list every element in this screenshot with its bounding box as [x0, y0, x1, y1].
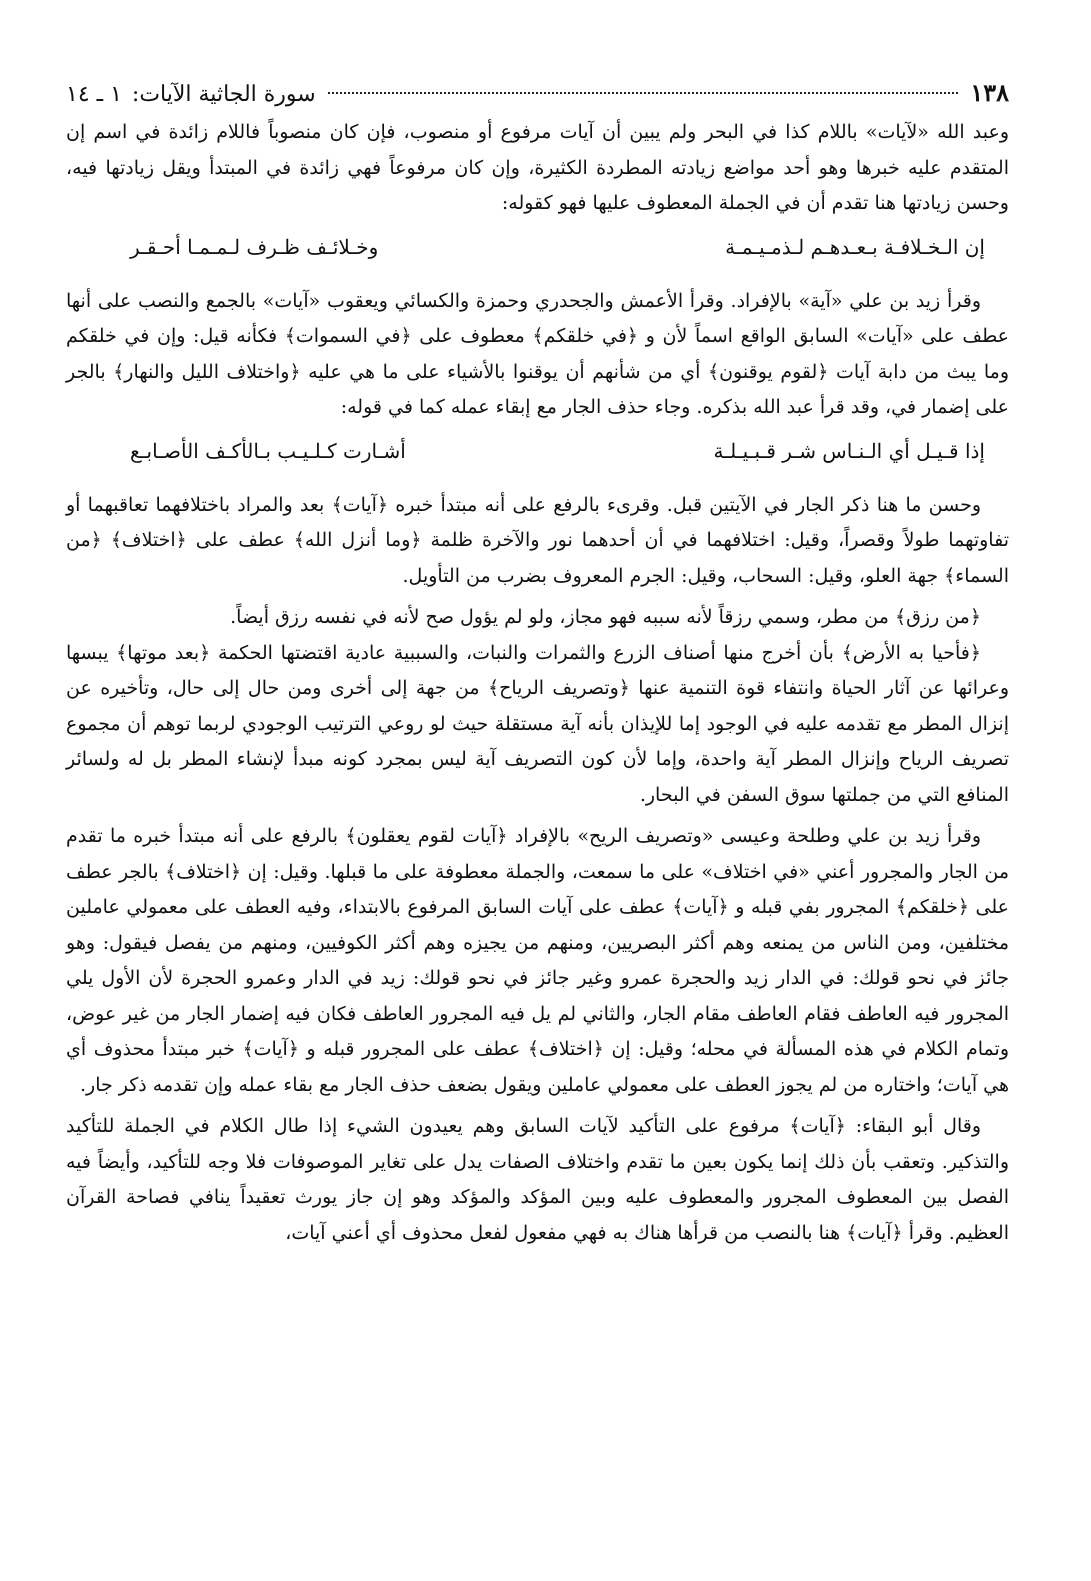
commentary-body	[66, 115, 1009, 1251]
paragraph-1: وعبد الله «لآيات» باللام كذا في البحر ولم يبين أن آيات مرفوع أو منصوب، فإن كان منصوباً فاللام زائدة في اسم إن المتقدم عليه خبرها وهو أحد مواضع زيادته المطردة الكثيرة، وإن كان مرفوعاً فهي زائدة في المبتدأ ويقل زيادتها فيه، وحسن زيادتها هنا تقدم أن في الجملة المعطوف عليها فهو كقوله:	[66, 121, 1009, 214]
page-number: ١٣٨	[970, 78, 1009, 107]
surah-title: سورة الجاثية الآيات:	[131, 82, 316, 107]
verse-1-second-hemistich: وخـلائـف ظـرف لـمـمـا أحـقـر	[130, 234, 379, 259]
paragraph-7: وقال أبو البقاء: ﴿آيات﴾ مرفوع على التأكيد لآيات السابق وهم يعيدون الشيء إذا طال الكلام في الجملة للتأكيد والتذكير. وتعقب بأن ذلك إنما يكون بعين ما تقدم واختلاف الصفات يدل على تغاير الموصوفات فلا وجه للتأكيد، وأيضاً فيه الفصل بين المعطوف المجرور والمعطوف عليه وبين المؤكد والمؤكد وهو إن جاز يورث تعقيداً ينافي فصاحة القرآن العظيم. وقرأ ﴿آيات﴾ هنا بالنصب من قرأها هناك به فهي مفعول لفعل محذوف أي أعني آيات،	[66, 1115, 1009, 1244]
paragraph-6: وقرأ زيد بن علي وطلحة وعيسى «وتصريف الريح» بالإفراد ﴿آيات لقوم يعقلون﴾ بالرفع على أنه مبتدأ خبره ما تقدم من الجار والمجرور أعني «في اختلاف» على ما سمعت، والجملة معطوفة على ما قبلها. وقيل: إن ﴿اختلاف﴾ بالجر عطف على ﴿خلقكم﴾ المجرور بفي قبله و ﴿آيات﴾ عطف على آيات السابق المرفوع بالابتداء، وفيه العطف على معمولي عاملين مختلفين، ومن الناس من يمنعه وهم أكثر البصريين، ومنهم من يجيزه وهم أكثر الكوفيين، ومنهم من يفصل فيقول: وهو جائز في نحو قولك: في الدار زيد والحجرة عمرو وغير جائز في نحو قولك: زيد في الدار وعمرو الحجرة لأن الأول يلي المجرور فيه العاطف فقام العاطف مقام الجار، والثاني لم يل فيه المجرور العاطف فكان فيه إضمار الجار من غير عوض، وتمام الكلام في هذه المسألة في محله؛ وقيل: إن ﴿اختلاف﴾ عطف على المجرور قبله و ﴿آيات﴾ خبر مبتدأ محذوف أي هي آيات؛ واختاره من لم يجوز العطف على معمولي عاملين ويقول بضعف حذف الجار مع بقاء عمله وإن تقدمه ذكر جار.	[66, 825, 1009, 1096]
paragraph-3: وحسن ما هنا ذكر الجار في الآيتين قبل. وقرىء بالرفع على أنه مبتدأ خبره ﴿آيات﴾ بعد والمراد باختلافهما تعاقبهما أو تفاوتهما طولاً وقصراً، وقيل: اختلافهما في أن أحدهما نور والآخرة ظلمة ﴿وما أنزل الله﴾ عطف على ﴿اختلاف﴾ ﴿من السماء﴾ جهة العلو، وقيل: السحاب، وقيل: الجرم المعروف بضرب من التأويل.	[66, 493, 1009, 587]
verse-2-first-hemistich: إذا قـيـل أي الـنـاس شـر قـبـيـلـة	[713, 438, 985, 463]
verse-1-first-hemistich: إن الـخـلافـة بـعـدهـم لـذمـيـمـة	[725, 234, 985, 259]
header-dot-leader	[328, 92, 959, 94]
running-header	[66, 78, 1009, 107]
poetry-verse-1	[66, 222, 1009, 284]
verse-range: ١ ـ ١٤	[66, 82, 122, 107]
paragraph-2: وقرأ زيد بن علي «آية» بالإفراد. وقرأ الأعمش والجحدري وحمزة والكسائي ويعقوب «آيات» بالجمع والنصب على أنها عطف على «آيات» السابق الواقع اسماً لأن و ﴿في خلقكم﴾ معطوف على ﴿في السموات﴾ فكأنه قيل: وإن في خلقكم وما يبث من دابة آيات ﴿لقوم يوقنون﴾ أي من شأنهم أن يوقنوا بالأشياء على ما هي عليه ﴿واختلاف الليل والنهار﴾ بالجر على إضمار في، وقد قرأ عبد الله بذكره. وجاء حذف الجار مع إبقاء عمله كما في قوله:	[66, 289, 1009, 418]
paragraph-4: ﴿من رزق﴾ من مطر، وسمي رزقاً لأنه سببه فهو مجاز، ولو لم يؤول صح لأنه في نفسه رزق أيضاً.	[230, 606, 981, 628]
paragraph-5: ﴿فأحيا به الأرض﴾ بأن أخرج منها أصناف الزرع والثمرات والنبات، والسببية عادية اقتضتها الحكمة ﴿بعد موتها﴾ يبسها وعرائها عن آثار الحياة وانتفاء قوة التنمية عنها ﴿وتصريف الرياح﴾ من جهة إلى أخرى ومن حال إلى حال، وتأخيره عن إنزال المطر مع تقدمه عليه في الوجود إما للإيذان بأنه آية مستقلة حيث لو روعي الترتيب الوجودي لربما توهم أن مجموع تصريف الرياح وإنزال المطر آية واحدة، وإما لأن كون التصريف آية ليس بمجرد كونه مبدأ لإنشاء المطر بل له ولسائر المنافع التي من جملتها سوق السفن في البحار.	[66, 641, 1009, 806]
poetry-verse-2	[66, 426, 1009, 488]
verse-2-second-hemistich: أشـارت كـلـيـب بـالأكـف الأصـابـع	[130, 438, 406, 463]
